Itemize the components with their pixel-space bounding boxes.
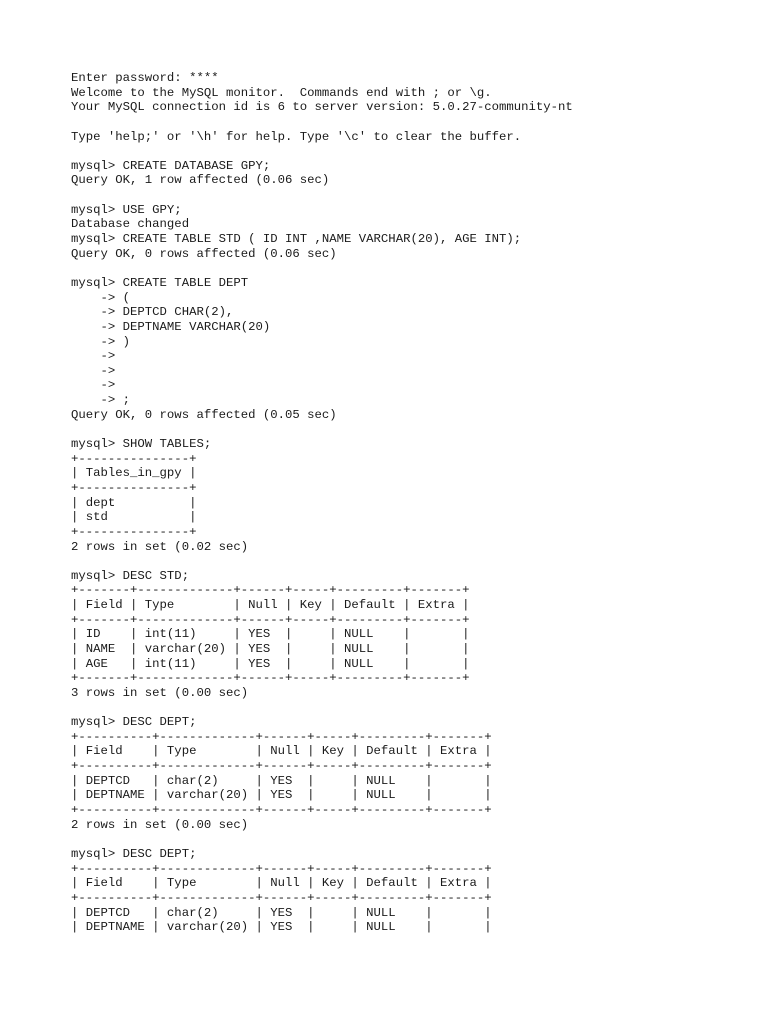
- console-line: +----------+-------------+------+-----+---------+-------+: [71, 890, 492, 905]
- console-line: Database changed: [71, 217, 190, 232]
- console-line: [71, 832, 573, 847]
- console-line: mysql> DESC DEPT;: [71, 846, 197, 861]
- console-line: [71, 144, 573, 159]
- console-line: [71, 554, 573, 569]
- console-line: mysql> DESC STD;: [71, 568, 190, 583]
- console-line: [71, 115, 573, 130]
- console-line: | Field | Type | Null | Key | Default | Extra |: [71, 876, 492, 891]
- console-line: ->: [71, 363, 116, 378]
- console-line: +---------------+: [71, 451, 197, 466]
- console-line: ->: [71, 349, 116, 364]
- console-line: mysql> CREATE TABLE STD ( ID INT ,NAME VARCHAR(20), AGE INT);: [71, 232, 522, 247]
- mysql-console-transcript: [71, 71, 573, 935]
- console-line: | std |: [71, 510, 197, 525]
- console-line: mysql> USE GPY;: [71, 202, 182, 217]
- console-line: +----------+-------------+------+-----+---------+-------+: [71, 861, 492, 876]
- console-line: | dept |: [71, 495, 197, 510]
- console-line: | DEPTCD | char(2) | YES | | NULL | |: [71, 773, 492, 788]
- console-line: mysql> DESC DEPT;: [71, 715, 197, 730]
- console-line: [71, 422, 573, 437]
- console-line: Welcome to the MySQL monitor. Commands end with ; or \g.: [71, 85, 492, 100]
- console-line: | Field | Type | Null | Key | Default | Extra |: [71, 598, 470, 613]
- console-line: | NAME | varchar(20) | YES | | NULL | |: [71, 641, 470, 656]
- console-line: ->: [71, 378, 116, 393]
- console-line: | DEPTCD | char(2) | YES | | NULL | |: [71, 905, 492, 920]
- console-line: 3 rows in set (0.00 sec): [71, 685, 249, 700]
- console-line: +-------+-------------+------+-----+---------+-------+: [71, 612, 470, 627]
- console-line: [71, 261, 573, 276]
- console-line: Query OK, 0 rows affected (0.06 sec): [71, 246, 337, 261]
- console-line: -> (: [71, 290, 131, 305]
- console-line: [71, 188, 573, 203]
- console-line: -> DEPTCD CHAR(2),: [71, 305, 234, 320]
- console-line: Query OK, 1 row affected (0.06 sec): [71, 173, 330, 188]
- console-line: Your MySQL connection id is 6 to server version: 5.0.27-community-nt: [71, 100, 573, 115]
- console-line: -> ): [71, 334, 131, 349]
- console-line: | ID | int(11) | YES | | NULL | |: [71, 627, 470, 642]
- console-line: Enter password: ****: [71, 71, 219, 85]
- console-line: +----------+-------------+------+-----+---------+-------+: [71, 759, 492, 774]
- console-line: | DEPTNAME | varchar(20) | YES | | NULL | |: [71, 788, 492, 803]
- console-line: Query OK, 0 rows affected (0.05 sec): [71, 407, 337, 422]
- console-line: -> ;: [71, 393, 131, 408]
- console-line: mysql> CREATE TABLE DEPT: [71, 275, 249, 290]
- console-line: | Field | Type | Null | Key | Default | Extra |: [71, 744, 492, 759]
- console-line: +---------------+: [71, 524, 197, 539]
- console-line: +----------+-------------+------+-----+---------+-------+: [71, 803, 492, 818]
- console-line: mysql> CREATE DATABASE GPY;: [71, 158, 271, 173]
- console-line: | Tables_in_gpy |: [71, 466, 197, 481]
- console-line: [71, 701, 573, 716]
- console-line: 2 rows in set (0.02 sec): [71, 539, 249, 554]
- console-line: +-------+-------------+------+-----+---------+-------+: [71, 671, 470, 686]
- console-line: -> DEPTNAME VARCHAR(20): [71, 319, 271, 334]
- console-line: +----------+-------------+------+-----+---------+-------+: [71, 729, 492, 744]
- console-line: Type 'help;' or '\h' for help. Type '\c' to clear the buffer.: [71, 129, 522, 144]
- console-line: +-------+-------------+------+-----+---------+-------+: [71, 583, 470, 598]
- console-line: +---------------+: [71, 480, 197, 495]
- console-line: | AGE | int(11) | YES | | NULL | |: [71, 656, 470, 671]
- console-line: | DEPTNAME | varchar(20) | YES | | NULL | |: [71, 920, 492, 935]
- console-line: 2 rows in set (0.00 sec): [71, 817, 249, 832]
- console-line: mysql> SHOW TABLES;: [71, 437, 212, 452]
